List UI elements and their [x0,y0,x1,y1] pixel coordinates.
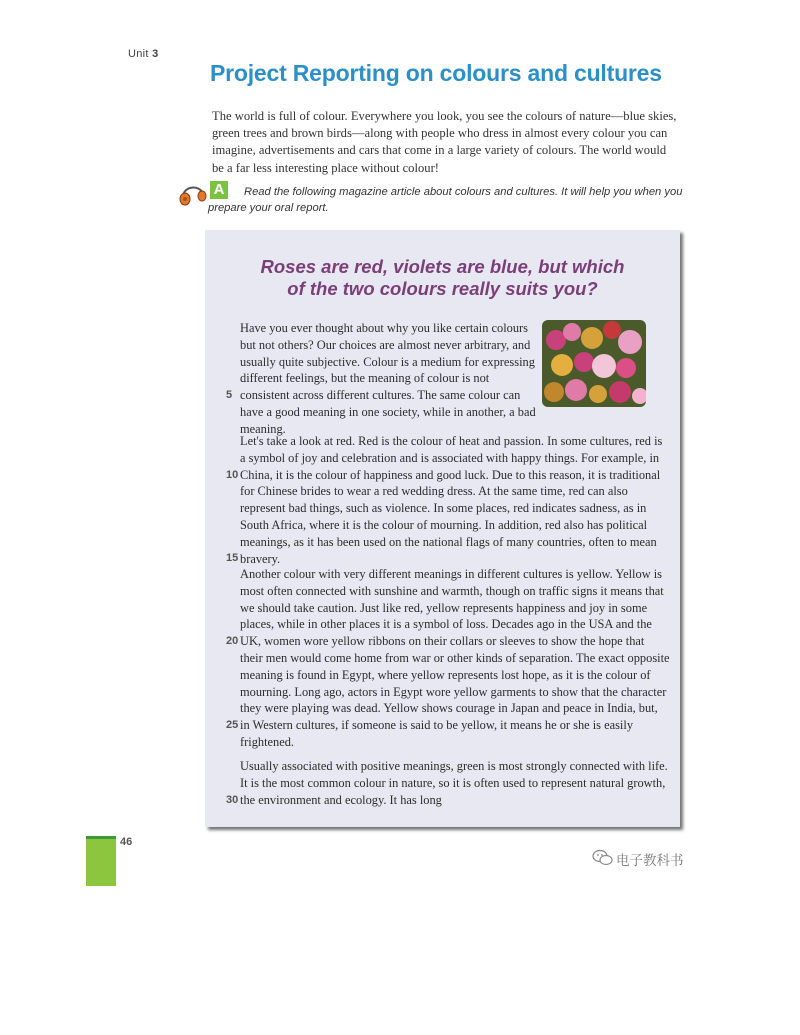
paragraph-text: Usually associated with positive meanings, green is most strongly connected with life. It is the most common colour in nature, so it is often used to represent natural growth, the environment and ecology. It has long [240,759,668,807]
page-title: Project Reporting on colours and cultures [210,60,662,86]
flowers-photo [542,320,646,407]
paragraph-text: Let's take a look at red. Red is the colour of heat and passion. In some cultures, red is a symbol of joy and celebration and is associated with happy things. For example, in China, it is the colour of happiness and good luck. Due to this reason, it is traditional for Chinese brides to wear a red wedding dress. At the same time, red can also represent bad things, such as violence. In some places, red indicates sadness, as in South Africa, where it is the colour of mourning. In addition, red also has political meanings, as it has been used on the national flags of many countries, often to mean bravery. [240,434,663,566]
article-heading-line-1: Roses are red, violets are blue, but which [260,256,625,277]
unit-word: Unit [128,48,149,60]
article-paragraph-2 [226,433,670,567]
line-number-20: 20 [226,635,239,647]
unit-number: 3 [152,48,159,60]
wechat-icon [592,849,614,867]
article-paragraph-4 [226,758,670,808]
unit-label [128,48,159,60]
article-heading [205,256,680,300]
line-number-15: 15 [226,552,239,564]
line-number-25: 25 [226,719,239,731]
flowers-image [542,320,646,407]
headphones-icon [178,180,208,208]
line-number-30: 30 [226,794,239,806]
page-number: 46 [120,836,133,848]
article-paragraph-3 [226,566,670,751]
watermark-text: 电子教科书 [616,853,684,869]
intro-paragraph: The world is full of colour. Everywhere you look, you see the colours of nature—blue skies, green trees and brown birds—along with people who dress in almost every colour you can imagine, advertisements and cars that come in a large variety of colours. The world would be a far less interesting place without colour! [212,109,677,175]
line-number-10: 10 [226,469,239,481]
task-text: Read the following magazine article about colours and cultures. It will help you when you prepare your oral report. [208,186,683,214]
paragraph-text: Another colour with very different meanings in different cultures is yellow. Yellow is most often connected with sunshine and warmth, though on traffic signs it means that we should take caution. Just like red, yellow represents happiness and joy in some places, while in other places it is a symbol of loss. Decades ago in the USA and the UK, women wore yellow ribbons on their collars or sleeves to show the hope that their men would come home from war or other kinds of separation. The exact opposite meaning is found in Egypt, where yellow represents lost hope, as it is the colour of mourning. Long ago, actors in Egypt wore yellow garments to show that the character they were playing was dead. Yellow shows courage in Japan and peace in India, but, in Western cultures, if someone is said to be yellow, it means he or she is easily frightened. [240,567,670,749]
article-heading-line-2: of the two colours really suits you? [287,278,598,299]
article-paragraph-1 [226,320,540,438]
task-letter-badge: A [210,181,228,199]
article-panel [205,230,680,827]
watermark [592,849,702,869]
page-tab [86,836,116,886]
line-number-5: 5 [226,389,233,401]
paragraph-text: Have you ever thought about why you like certain colours but not others? Our choices are almost never arbitrary, and usually quite subjective. Colour is a medium for expressing different feelings, but the meaning of colour is not consistent across different cultures. The same colour can have a good meaning in one society, while in another, a bad meaning. [240,321,536,436]
